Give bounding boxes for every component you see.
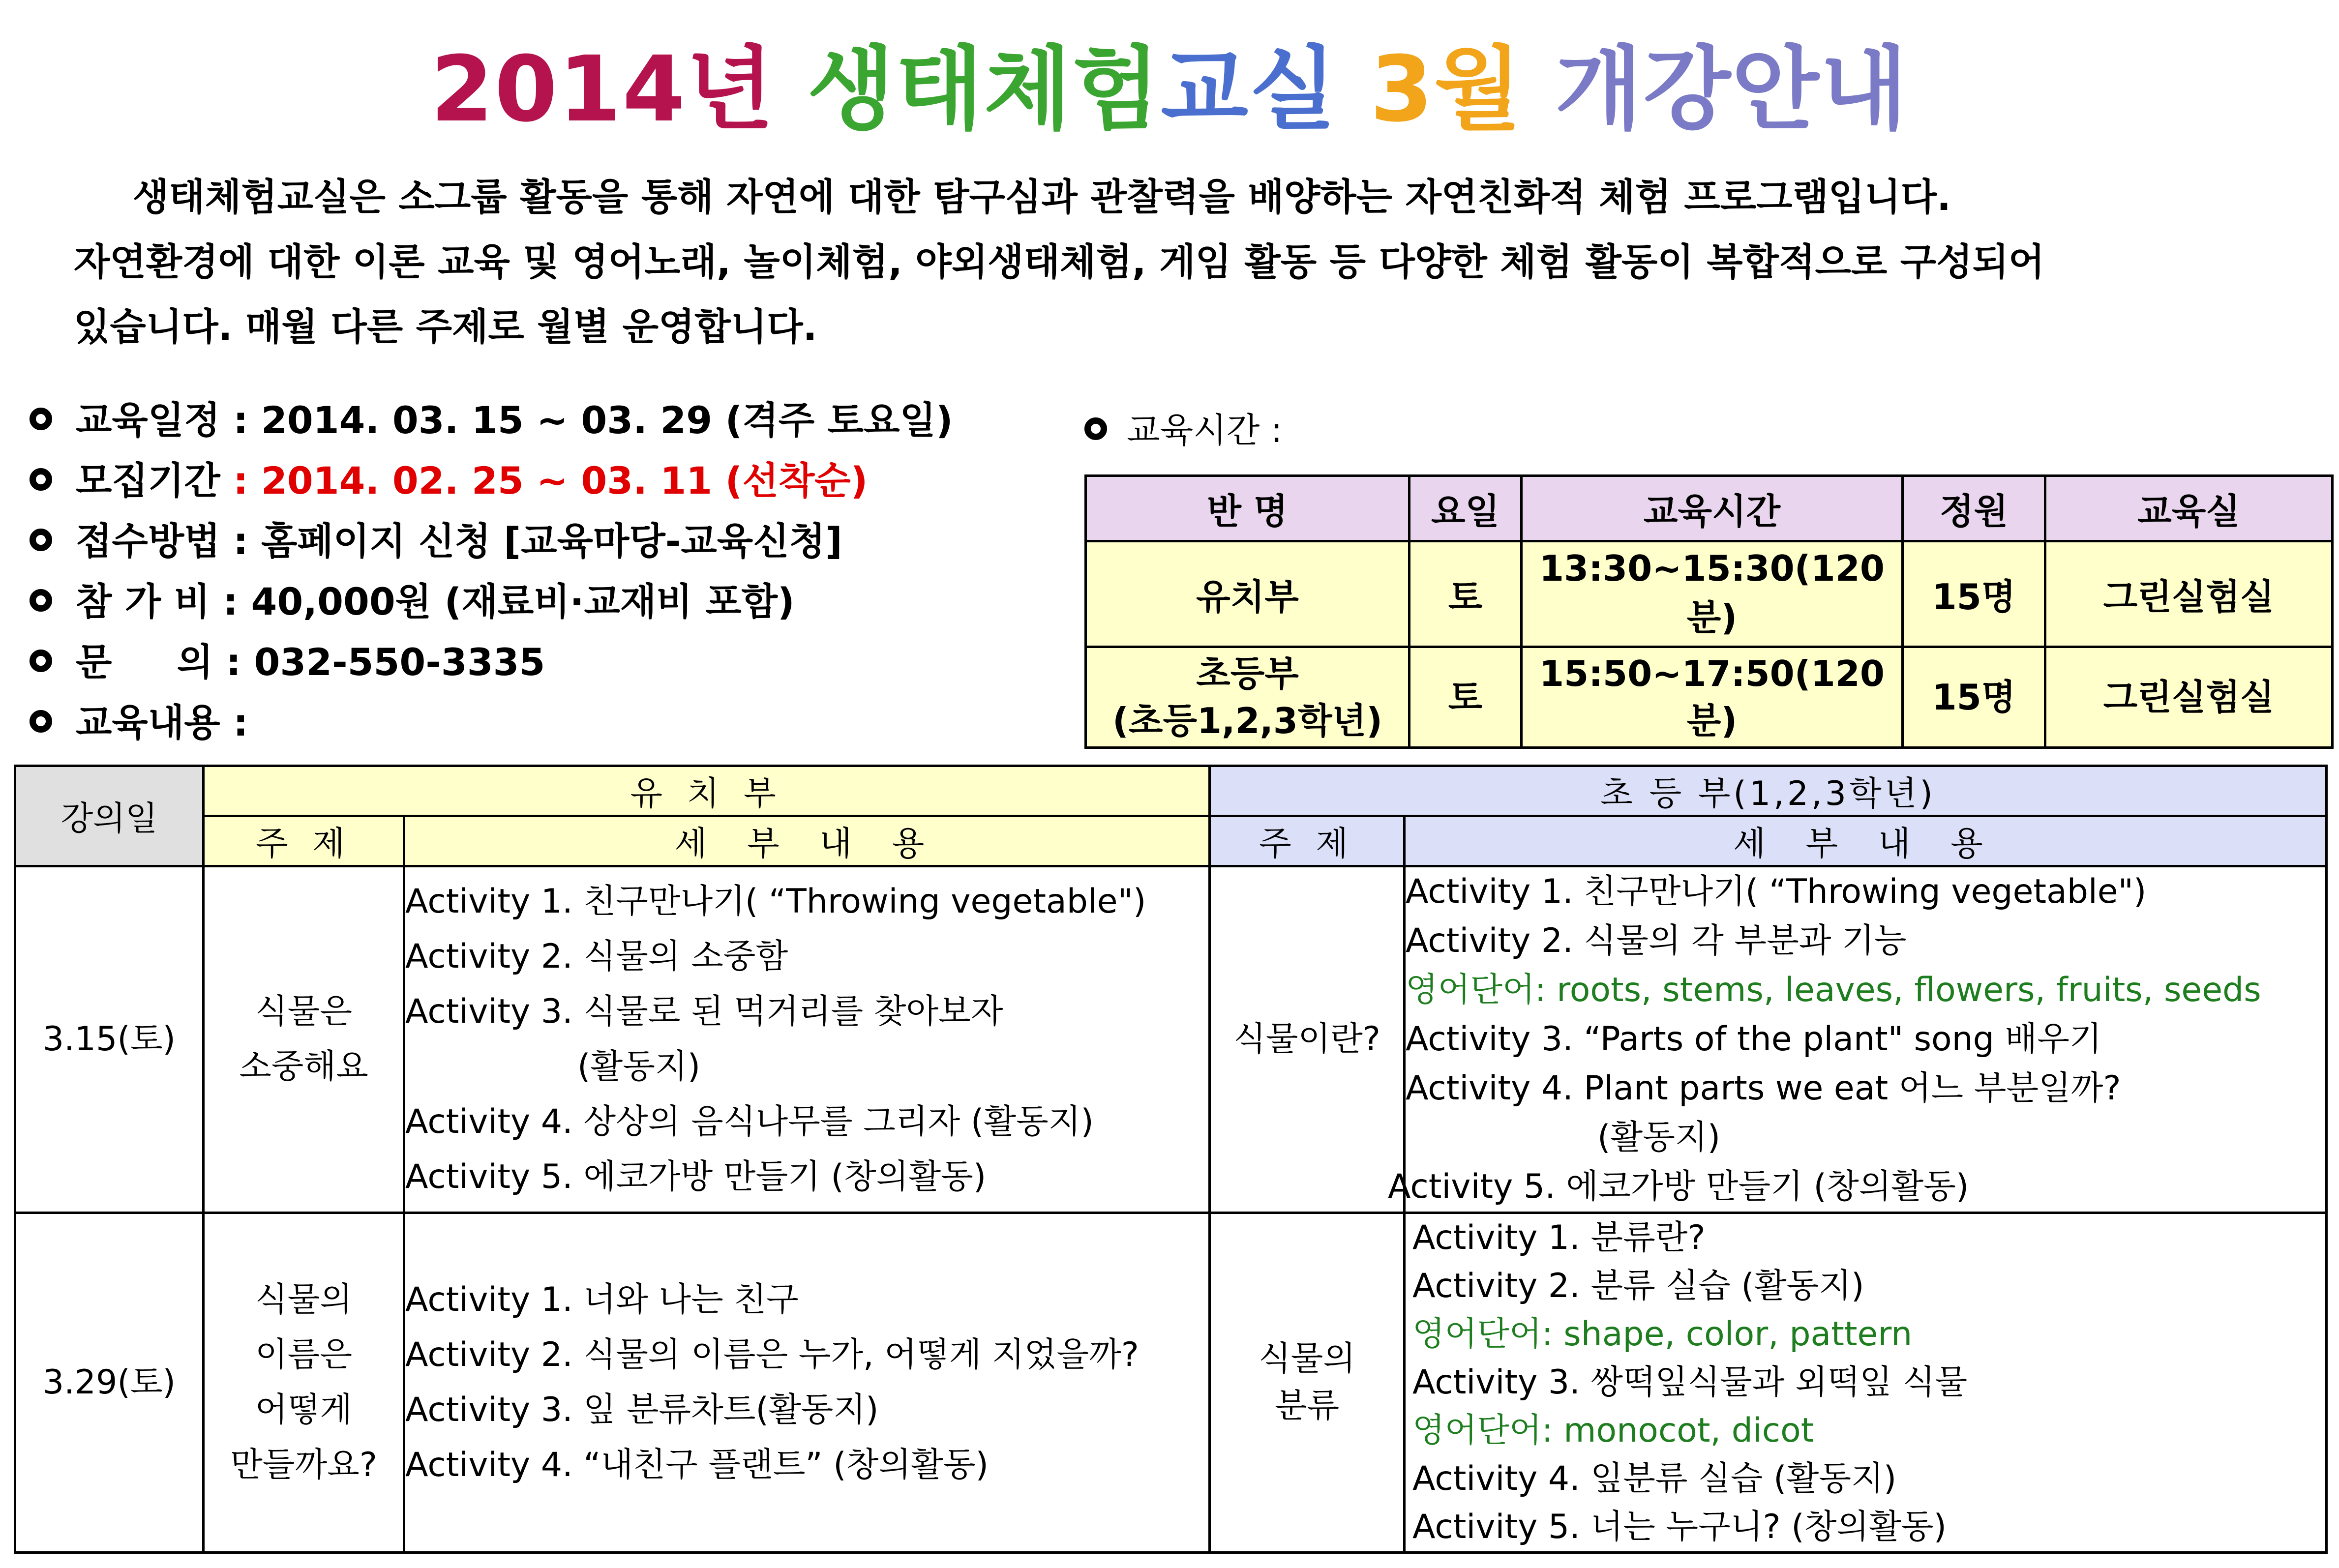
schedule-time: 13:30~15:30(120분) xyxy=(1522,541,1903,647)
intro-line-2: 자연환경에 대한 이론 교육 및 영어노래, 놀이체험, 야외생태체험, 게임 활동 등 다양한 체험 활동이 복합적으로 구성되어 xyxy=(74,240,2045,284)
intro-line-3: 있습니다. 매월 다른 주제로 월별 운영합니다. xyxy=(74,305,817,349)
activity-item: Activity 3. 쌍떡잎식물과 외떡잎 식물 xyxy=(1412,1363,1968,1402)
info-label: 문 의 xyxy=(76,640,213,684)
schedule-day: 토 xyxy=(1409,541,1522,647)
info-label: 모집기간 xyxy=(76,459,220,503)
bullet-icon xyxy=(30,529,52,551)
kinder-activities xyxy=(404,866,1210,1213)
activity-item: Activity 2. 분류 실습 (활동지) xyxy=(1412,1267,1864,1305)
bullet-icon xyxy=(1084,417,1107,440)
header-elementary: 초 등 부(1,2,3학년) xyxy=(1210,766,2327,816)
title-month: 3월 xyxy=(1370,37,1523,142)
bullet-icon xyxy=(30,650,52,672)
header-kindergarten: 유 치 부 xyxy=(204,766,1210,816)
title-part-blue: 교실 xyxy=(1161,37,1338,142)
bullet-icon xyxy=(30,710,52,733)
info-value: 40,000원 (재료비·교재비 포함) xyxy=(251,580,795,623)
activity-item: (활동지) xyxy=(1597,1118,1721,1157)
lecture-date: 3.15(토) xyxy=(15,866,204,1213)
activity-item: Activity 4. 상상의 음식나무를 그리자 (활동지) xyxy=(405,1102,1094,1141)
schedule-header-class: 반 명 xyxy=(1086,476,1409,541)
header-k-topic: 주 제 xyxy=(204,816,404,866)
bullet-icon xyxy=(30,468,52,491)
activity-item: Activity 2. 식물의 이름은 누가, 어떻게 지었을까? xyxy=(405,1335,1139,1374)
activity-item: Activity 4. 잎분류 실습 (활동지) xyxy=(1412,1459,1897,1498)
table-row xyxy=(15,866,2327,1213)
schedule-row xyxy=(1086,647,2333,748)
info-label: 교육내용 : xyxy=(76,701,248,744)
title-suffix: 개강안내 xyxy=(1555,37,1909,142)
schedule-room: 그린실험실 xyxy=(2045,647,2333,748)
curriculum-table xyxy=(14,765,2328,1554)
page-title xyxy=(0,35,2339,144)
table-row xyxy=(15,1213,2327,1553)
activity-item: Activity 2. 식물의 소중함 xyxy=(405,937,788,976)
info-fee: 참 가 비 : 40,000원 (재료비·교재비 포함) xyxy=(30,577,795,626)
activity-item: Activity 1. 친구만나기( “Throwing vegetable") xyxy=(405,882,1146,921)
info-recruit: 모집기간 : 2014. 02. 25 ~ 03. 11 (선착순) xyxy=(30,456,868,505)
title-year: 2014년 xyxy=(430,37,775,142)
lecture-date: 3.29(토) xyxy=(15,1213,204,1553)
activity-item: Activity 1. 분류란? xyxy=(1412,1218,1706,1257)
activity-item: (활동지) xyxy=(577,1047,701,1086)
kinder-topic: 식물의 이름은 어떻게 만들까요? xyxy=(204,1213,404,1553)
schedule-table xyxy=(1084,474,2334,749)
info-schedule: 교육일정 : 2014. 03. 15 ~ 03. 29 (격주 토요일) xyxy=(30,396,953,445)
schedule-header-time: 교육시간 xyxy=(1522,476,1903,541)
bullet-icon xyxy=(30,408,52,430)
activity-item: Activity 4. Plant parts we eat 어느 부분일까? xyxy=(1406,1069,2121,1108)
activity-item: Activity 3. 식물로 된 먹거리를 찾아보자 xyxy=(405,992,1003,1031)
schedule-capacity: 15명 xyxy=(1903,541,2045,647)
english-words: 영어단어: shape, color, pattern xyxy=(1412,1315,1913,1354)
header-date: 강의일 xyxy=(15,766,204,866)
english-words: 영어단어: roots, stems, leaves, flowers, fruits, seeds xyxy=(1406,971,2261,1009)
schedule-label: 교육시간 : xyxy=(1084,406,1282,455)
activity-item: Activity 5. 에코가방 만들기 (창의활동) xyxy=(1388,1167,1969,1206)
schedule-header-day: 요일 xyxy=(1409,476,1522,541)
activity-item: Activity 5. 에코가방 만들기 (창의활동) xyxy=(405,1157,987,1196)
info-label: 접수방법 xyxy=(76,519,220,563)
schedule-row xyxy=(1086,541,2333,647)
activity-item: Activity 5. 너는 누구니? (창의활동) xyxy=(1412,1508,1947,1546)
intro-paragraph xyxy=(74,165,2189,359)
header-e-detail: 세 부 내 용 xyxy=(1405,816,2327,866)
activity-item: Activity 1. 친구만나기( “Throwing vegetable") xyxy=(1406,872,2147,911)
schedule-header-capacity: 정원 xyxy=(1903,476,2045,541)
schedule-capacity: 15명 xyxy=(1903,647,2045,748)
kinder-activities xyxy=(404,1213,1210,1553)
info-apply: 접수방법 : 홈페이지 신청 [교육마당-교육신청] xyxy=(30,517,842,566)
activity-item: Activity 2. 식물의 각 부분과 기능 xyxy=(1406,921,1907,960)
activity-item: Activity 4. “내친구 플랜트” (창의활동) xyxy=(405,1446,989,1484)
elem-activities xyxy=(1388,866,2327,1213)
header-k-detail: 세 부 내 용 xyxy=(404,816,1210,866)
activity-item: Activity 3. “Parts of the plant" song 배우기 xyxy=(1406,1020,2102,1059)
activity-item: Activity 1. 너와 나는 친구 xyxy=(405,1280,799,1319)
elem-topic: 식물이란? xyxy=(1210,866,1405,1213)
info-contact: 문 의 : 032-550-3335 xyxy=(30,638,545,687)
curriculum-header-row-1 xyxy=(15,766,2327,816)
info-value: 032-550-3335 xyxy=(254,640,545,684)
schedule-day: 토 xyxy=(1409,647,1522,748)
info-label: 참 가 비 xyxy=(76,580,210,623)
bullet-icon xyxy=(30,589,52,612)
title-part-green: 생태체험 xyxy=(807,37,1161,142)
schedule-header-room: 교육실 xyxy=(2045,476,2333,541)
schedule-room: 그린실험실 xyxy=(2045,541,2333,647)
info-label: 교육일정 xyxy=(76,398,220,442)
info-value: 홈페이지 신청 [교육마당-교육신청] xyxy=(261,519,842,563)
english-words: 영어단어: monocot, dicot xyxy=(1412,1411,1814,1450)
schedule-time: 15:50~17:50(120분) xyxy=(1522,647,1903,748)
info-content xyxy=(30,698,248,747)
info-value: 2014. 03. 15 ~ 03. 29 (격주 토요일) xyxy=(261,398,953,442)
curriculum-header-row-2 xyxy=(15,816,2327,866)
schedule-header-row xyxy=(1086,476,2333,541)
activity-item: Activity 3. 잎 분류차트(활동지) xyxy=(405,1390,879,1429)
elem-activities xyxy=(1405,1213,2327,1553)
kinder-topic: 식물은 소중해요 xyxy=(204,866,404,1213)
header-e-topic: 주 제 xyxy=(1210,816,1405,866)
schedule-class: 초등부 (초등1,2,3학년) xyxy=(1086,647,1409,748)
info-value: 2014. 02. 25 ~ 03. 11 (선착순) xyxy=(261,459,868,503)
schedule-class: 유치부 xyxy=(1086,541,1409,647)
elem-topic: 식물의 분류 xyxy=(1210,1213,1405,1553)
intro-line-1: 생태체험교실은 소그룹 활동을 통해 자연에 대한 탐구심과 관찰력을 배양하는 자연친화적 체험 프로그램입니다. xyxy=(133,175,1951,219)
